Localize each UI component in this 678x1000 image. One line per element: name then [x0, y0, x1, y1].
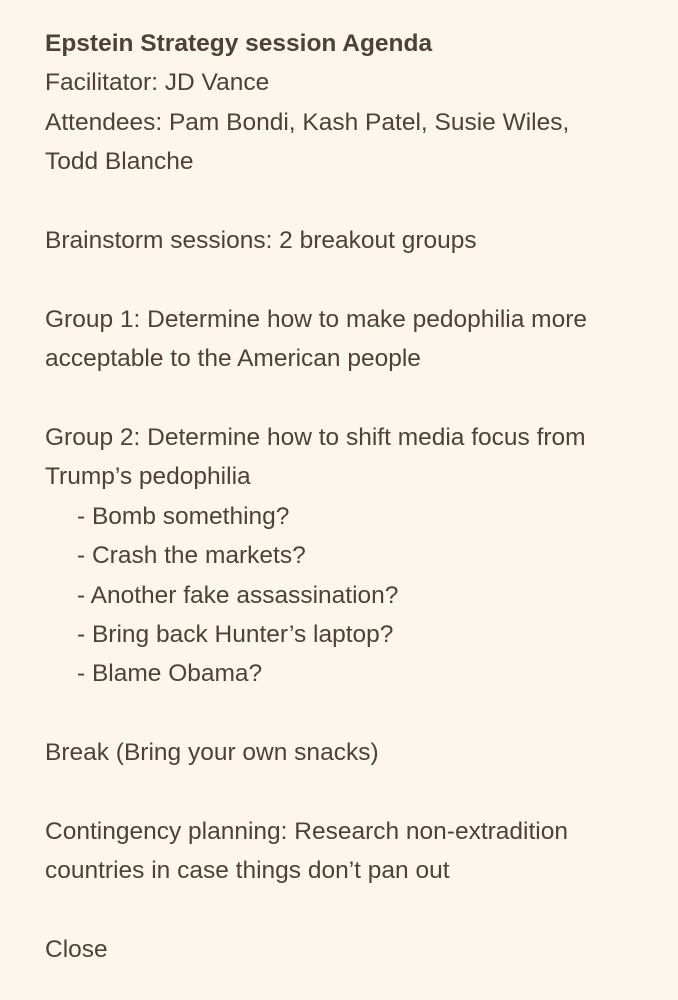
group1-line-1: Group 1: Determine how to make pedophilia more	[45, 305, 588, 333]
facilitator-line: Facilitator: JD Vance	[45, 69, 270, 97]
blank-line	[45, 694, 665, 733]
break-line: Break (Bring your own snacks)	[45, 739, 379, 767]
contingency-line-2: countries in case things don’t pan out	[45, 857, 450, 885]
blank-line	[45, 891, 665, 930]
blank-line	[45, 773, 665, 812]
group2-list-item: - Bring back Hunter’s laptop?	[77, 621, 394, 649]
blank-line	[45, 182, 665, 221]
group2-list-item: - Crash the markets?	[77, 542, 306, 570]
blank-line	[45, 260, 665, 299]
group2-line-1: Group 2: Determine how to shift media focus from	[45, 424, 586, 452]
group1-line-2: acceptable to the American people	[45, 345, 421, 373]
contingency-line-1: Contingency planning: Research non-extradition	[45, 818, 568, 846]
group2-line-2: Trump’s pedophilia	[45, 463, 251, 491]
note-title: Epstein Strategy session Agenda	[45, 30, 433, 57]
attendees-line-1: Attendees: Pam Bondi, Kash Patel, Susie Wiles,	[45, 108, 570, 136]
group2-list-item: - Another fake assassination?	[77, 581, 399, 609]
brainstorm-line: Brainstorm sessions: 2 breakout groups	[45, 227, 477, 255]
close-line: Close	[45, 936, 108, 964]
note-body[interactable]	[45, 24, 665, 970]
group2-list-item: - Blame Obama?	[77, 660, 263, 688]
attendees-line-2: Todd Blanche	[45, 148, 194, 176]
blank-line	[45, 379, 665, 418]
group2-list-item: - Bomb something?	[77, 502, 290, 530]
